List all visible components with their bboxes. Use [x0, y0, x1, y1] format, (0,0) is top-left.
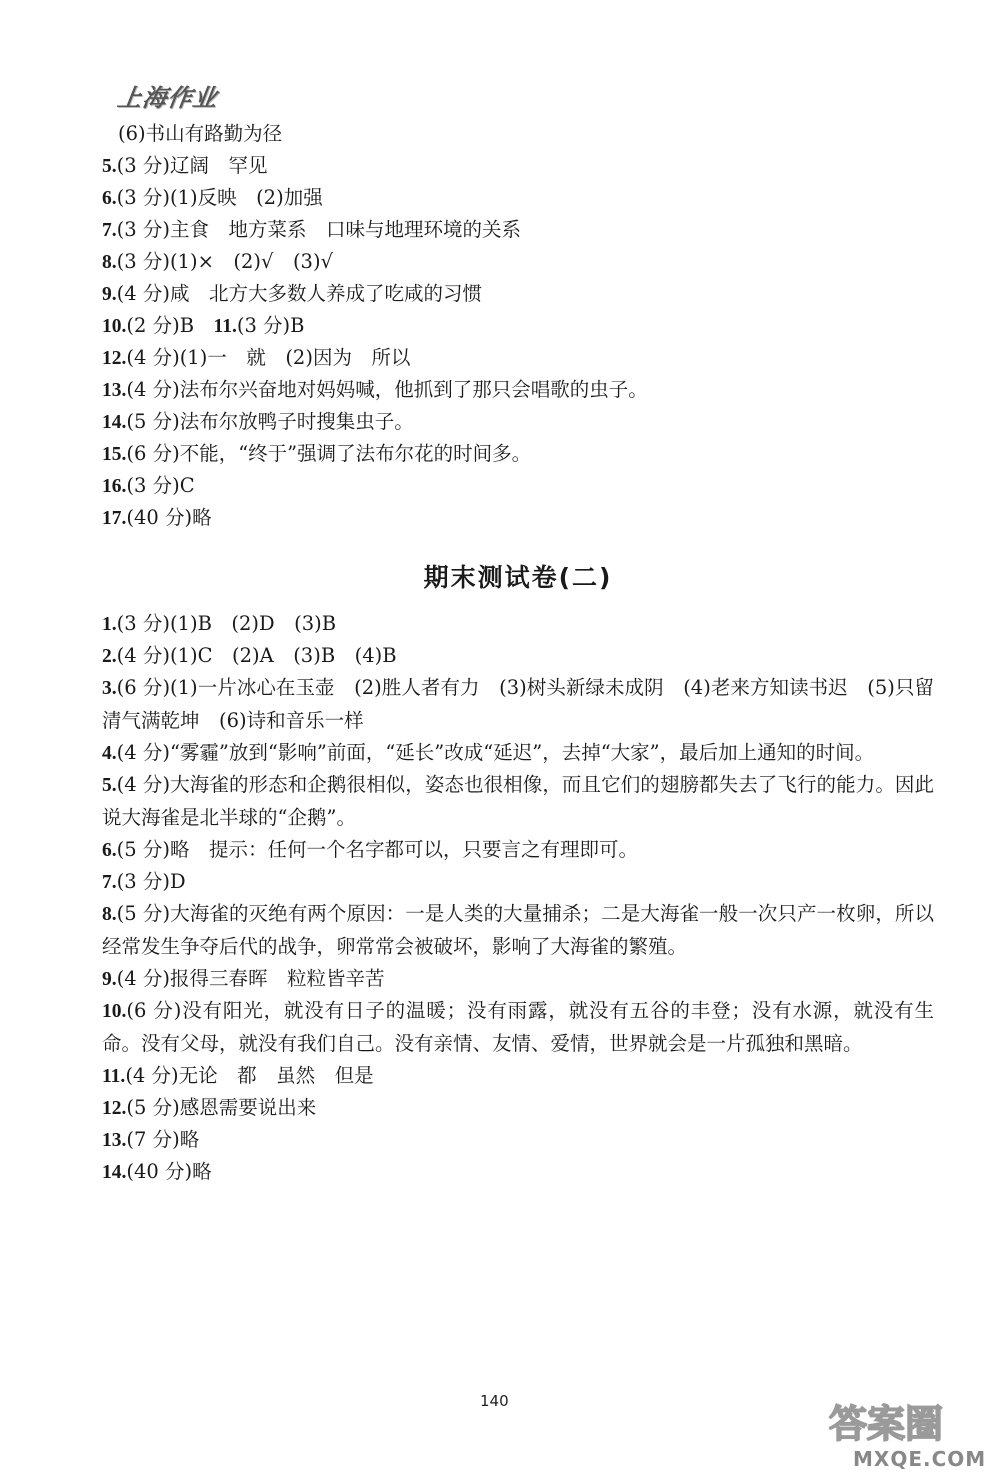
answer-item — [102, 374, 934, 406]
answer-item — [102, 182, 934, 214]
answer-text: (3 分)辽阔 罕见 — [116, 154, 268, 177]
answer-item — [102, 898, 934, 963]
answer-number: 4. — [102, 743, 117, 764]
answer-number: 17. — [102, 508, 127, 529]
answer-text: (3 分)C — [126, 474, 195, 497]
answer-item — [102, 866, 934, 898]
answer-number: 13. — [102, 1130, 127, 1151]
answer-text: (3 分)(1)B (2)D (3)B — [116, 612, 337, 635]
answer-text: (40 分)略 — [126, 506, 212, 529]
answer-text: (3 分)D — [116, 870, 186, 893]
watermark-url: MXQE.COM — [853, 1447, 987, 1471]
answer-number: 1. — [102, 614, 117, 635]
answer-item — [102, 1092, 934, 1124]
answer-text: (40 分)略 — [126, 1160, 212, 1183]
answer-item — [102, 963, 934, 995]
answer-text: (3 分)主食 地方菜系 口味与地理环境的关系 — [116, 218, 521, 241]
svg-text:答案圈: 答案圈 — [829, 1402, 944, 1446]
answer-number: 6. — [102, 840, 117, 861]
answer-list-part1 — [102, 118, 934, 534]
answer-number: 10. — [102, 316, 127, 337]
answer-item — [102, 640, 934, 672]
answer-text: (5 分)大海雀的灭绝有两个原因：一是人类的大量捕杀；二是大海雀一般一次只产一枚卵，所以经常发生争夺后代的战争，卵常常会被破坏，影响了大海雀的繁殖。 — [102, 902, 934, 958]
answer-item — [102, 214, 934, 246]
answer-text: (4 分)大海雀的形态和企鹅很相似，姿态也很相像，而且它们的翅膀都失去了飞行的能力。因此说大海雀是北半球的“企鹅”。 — [102, 773, 934, 829]
answer-number: 11. — [213, 316, 237, 337]
answer-text: (6 分)(1)一片冰心在玉壶 (2)胜人者有力 (3)树头新绿未成阴 (4)老来方知读书迟 (5)只留清气满乾坤 (6)诗和音乐一样 — [102, 676, 934, 732]
answer-text: (4 分)咸 北方大多数人养成了吃咸的习惯 — [116, 282, 482, 305]
answer-number: 9. — [102, 284, 117, 305]
answer-text: (2 分)B — [126, 314, 214, 337]
answer-item — [102, 246, 934, 278]
answer-number: 10. — [102, 1001, 127, 1022]
answer-number: 8. — [102, 904, 117, 925]
answer-item — [102, 278, 934, 310]
answer-number: 3. — [102, 678, 117, 699]
answer-number: 6. — [102, 188, 117, 209]
answer-number: 15. — [102, 444, 127, 465]
answer-text: (7 分)略 — [126, 1128, 200, 1151]
answer-item — [102, 502, 934, 534]
answer-text: (6)书山有路勤为径 — [118, 122, 283, 145]
answer-text: (6 分)不能，“终于”强调了法布尔花的时间多。 — [126, 442, 532, 465]
answer-item — [102, 995, 934, 1060]
answer-text: (3 分)B — [236, 314, 305, 337]
answer-item — [102, 672, 934, 737]
answer-item — [102, 834, 934, 866]
section-title: 期末测试卷(二) — [423, 563, 613, 592]
answer-item — [102, 1156, 934, 1188]
answer-number: 14. — [102, 1162, 127, 1183]
answer-item — [102, 769, 934, 834]
answer-text: (4 分)法布尔兴奋地对妈妈喊，他抓到了那只会唱歌的虫子。 — [126, 378, 648, 401]
answer-item — [102, 438, 934, 470]
answer-item — [102, 118, 934, 150]
page-number: 140 — [480, 1392, 509, 1410]
answer-number: 9. — [102, 969, 117, 990]
answer-item — [102, 608, 934, 640]
answer-number: 5. — [102, 775, 117, 796]
answer-text: (3 分)(1)反映 (2)加强 — [116, 186, 323, 209]
answer-item — [102, 470, 934, 502]
answer-text: (4 分)(1)C (2)A (3)B (4)B — [116, 644, 397, 667]
answer-text: (5 分)略 提示：任何一个名字都可以，只要言之有理即可。 — [116, 838, 638, 861]
answer-item — [102, 342, 934, 374]
answer-number: 8. — [102, 252, 117, 273]
answer-number: 16. — [102, 476, 127, 497]
answer-text: (5 分)法布尔放鸭子时搜集虫子。 — [126, 410, 414, 433]
answer-text: (6 分)没有阳光，就没有日子的温暖；没有雨露，就没有五谷的丰登；没有水源，就没有生命。没有父母，就没有我们自己。没有亲情、友情、爱情，世界就会是一片孤独和黑暗。 — [102, 999, 934, 1055]
answer-text: (4 分)“雾霾”放到“影响”前面，“延长”改成“延迟”，去掉“大家”，最后加上通知的时间。 — [116, 741, 875, 764]
answer-text: (5 分)感恩需要说出来 — [126, 1096, 317, 1119]
answer-list-part2 — [102, 608, 934, 1188]
answer-number: 7. — [102, 220, 117, 241]
watermark — [825, 1395, 985, 1473]
answer-number: 7. — [102, 872, 117, 893]
answer-number: 14. — [102, 412, 127, 433]
answer-text: (4 分)(1)一 就 (2)因为 所以 — [126, 346, 411, 369]
watermark-logo-icon — [825, 1395, 985, 1447]
answer-item — [102, 406, 934, 438]
answer-number: 11. — [102, 1066, 126, 1087]
answer-number: 5. — [102, 156, 117, 177]
answer-item — [102, 1060, 934, 1092]
answer-item — [102, 737, 934, 769]
answer-item — [102, 1124, 934, 1156]
header-logo: 上海作业 — [115, 84, 220, 112]
answer-number: 12. — [102, 1098, 127, 1119]
answer-text: (4 分)报得三春晖 粒粒皆辛苦 — [116, 967, 385, 990]
answer-number: 12. — [102, 348, 127, 369]
answer-content — [102, 118, 934, 1188]
answer-number: 2. — [102, 646, 117, 667]
answer-text: (4 分)无论 都 虽然 但是 — [125, 1064, 374, 1087]
answer-text: (3 分)(1)× (2)√ (3)√ — [116, 250, 334, 273]
answer-item — [102, 310, 934, 342]
answer-number: 13. — [102, 380, 127, 401]
answer-item — [102, 150, 934, 182]
